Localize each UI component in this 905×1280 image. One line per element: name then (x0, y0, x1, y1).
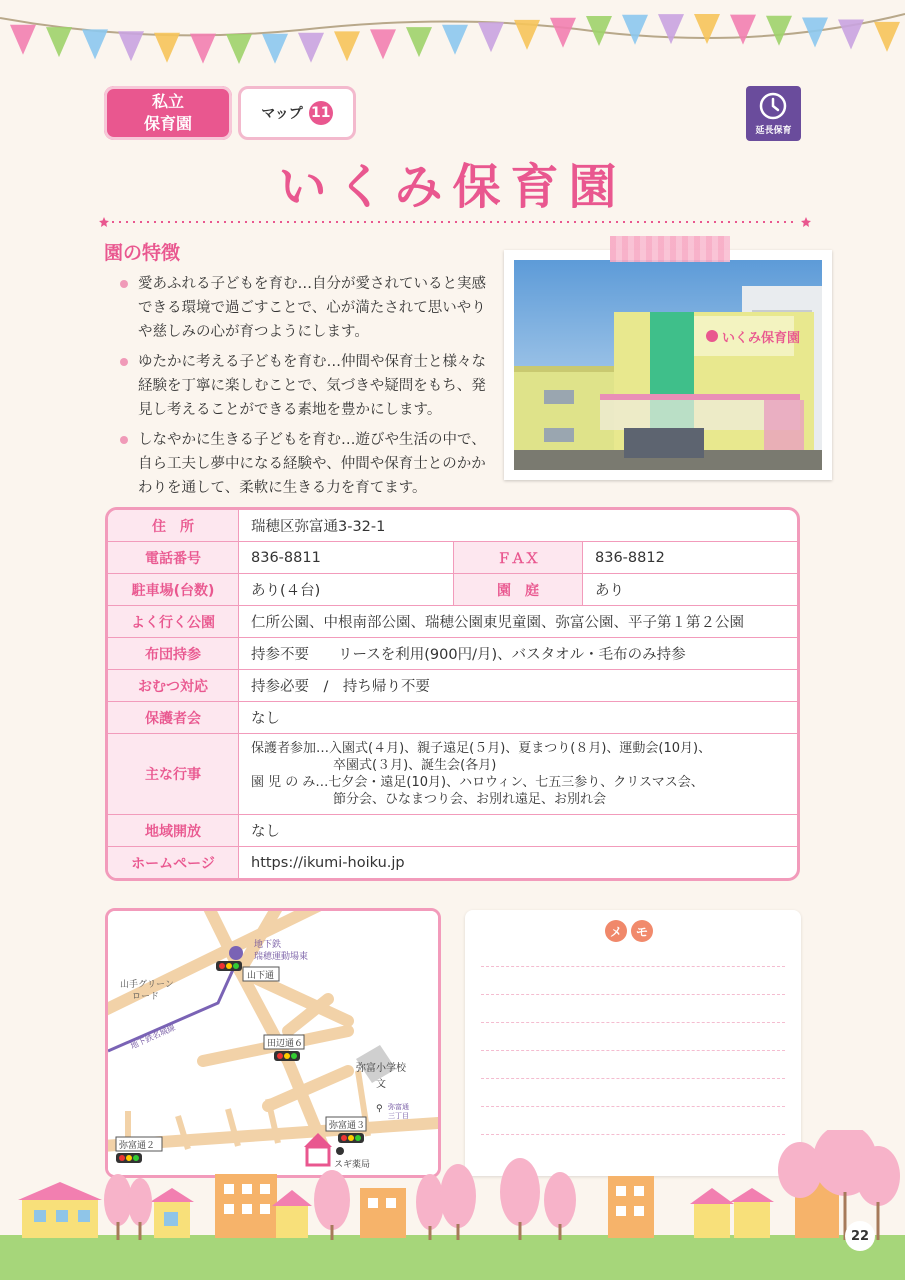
memo-title-char: メ (605, 920, 627, 942)
map-green-road-line2: ロード (132, 992, 160, 1002)
map-label: マップ (261, 106, 303, 122)
info-table (105, 507, 800, 881)
bunting-flag (262, 34, 288, 64)
table-row (108, 670, 797, 702)
parking-label: 駐車場(台数) (108, 574, 239, 606)
facility-type-line1: 私立 (151, 92, 184, 111)
bunting-flag (190, 34, 216, 64)
bunting-flag (874, 22, 900, 52)
bunting-flag (226, 34, 252, 64)
bunting-flag (154, 33, 180, 63)
memo-line (481, 1078, 785, 1079)
map-station-line1: 地下鉄 (254, 940, 282, 950)
map-yatomi3: 弥富通３ (329, 1121, 366, 1131)
map-school-symbol: 文 (376, 1079, 386, 1090)
page-number: 22 (845, 1221, 875, 1251)
bunting-flag (10, 25, 36, 55)
bunting-flag (298, 33, 324, 63)
phone-value: 836-8811 (239, 542, 454, 574)
bunting-decoration (0, 0, 905, 90)
map-tanabe: 田辺通６ (267, 1039, 304, 1049)
table-row (108, 606, 797, 638)
building-photo (504, 250, 832, 480)
bus-icon: ⚲ (376, 1104, 383, 1114)
map-school: 弥富小学校 (356, 1063, 406, 1074)
address-label: 住 所 (108, 510, 239, 542)
futon-label: 布団持参 (108, 638, 239, 670)
bunting-flag (838, 20, 864, 50)
phone-label: 電話番号 (108, 542, 239, 574)
bunting-flag (658, 14, 684, 44)
table-row (108, 847, 797, 879)
memo-line (481, 1022, 785, 1023)
diaper-label: おむつ対応 (108, 670, 239, 702)
table-row (108, 638, 797, 670)
map-bus-stop-line1: 弥富通 (388, 1103, 409, 1111)
parking-value: あり(４台) (239, 574, 454, 606)
facility-type-badge (104, 86, 232, 140)
extended-care-label: 延長保育 (755, 126, 792, 136)
map-number-badge (238, 86, 356, 140)
events-line: 節分会、ひなまつり会、お別れ遠足、お別れ会 (333, 792, 607, 807)
address-value: 瑞穂区弥富通3-32-1 (239, 510, 798, 542)
parks-value: 仁所公園、中根南部公園、瑞穂公園東児童園、弥富公園、平子第１第２公園 (239, 606, 798, 638)
bunting-flag (550, 18, 576, 48)
building-sign: いくみ保育園 (722, 331, 801, 346)
feature-item: しなやかに生きる子どもを育む…遊びや生活の中で、自ら工夫し夢中になる経験や、仲間や保育士とのかかわりを通して、柔軟に生きる力を育てます。 (118, 428, 498, 500)
table-row (108, 510, 797, 542)
yard-value: あり (583, 574, 798, 606)
clock-icon (758, 91, 788, 121)
map-number: 11 (309, 101, 333, 125)
bunting-flag (730, 15, 756, 45)
yard-label: 園 庭 (454, 574, 583, 606)
futon-value: 持参不要 リースを利用(900円/月)、バスタオル・毛布のみ持参 (239, 638, 798, 670)
bunting-flag (514, 20, 540, 50)
bunting-flag (694, 14, 720, 44)
table-row (108, 574, 797, 606)
memo-line (481, 994, 785, 995)
events-line: 保護者参加…入園式(４月)、親子遠足(５月)、夏まつり(８月)、運動会(10月)、 (251, 741, 712, 756)
bunting-flag (622, 15, 648, 45)
homepage-label: ホームページ (108, 847, 239, 879)
page-title: いくみ保育園 (278, 159, 627, 215)
features-heading: 園の特徴 (104, 242, 181, 264)
bunting-flag (334, 31, 360, 61)
diaper-value: 持参必要 / 持ち帰り不要 (239, 670, 798, 702)
features-list (118, 272, 498, 506)
map-meijo-line: 地下鉄名城線 (129, 1023, 177, 1051)
bunting-flag (46, 27, 72, 57)
memo-line (481, 1106, 785, 1107)
table-row (108, 815, 797, 847)
feature-item: ゆたかに考える子どもを育む…仲間や保育士と様々な経験を丁寧に楽しむことで、気づきや疑問をもち、発見し考えることができる素地を豊かにします。 (118, 350, 498, 422)
bunting-flag (406, 27, 432, 57)
homepage-link[interactable]: https://ikumi-hoiku.jp (239, 847, 798, 879)
events-label: 主な行事 (108, 734, 239, 815)
bunting-flag (442, 25, 468, 55)
table-row (108, 542, 797, 574)
memo-title (605, 920, 653, 942)
fax-label: ＦＡＸ (454, 542, 583, 574)
town-scenery-illustration (0, 1130, 905, 1280)
bunting-flag (766, 16, 792, 46)
map-station-line2: 瑞穂運動場東 (254, 952, 309, 962)
dotted-divider (98, 216, 812, 228)
community-value: なし (239, 815, 798, 847)
fax-value: 836-8812 (583, 542, 798, 574)
events-line: 園 児 の み…七夕会・遠足(10月)、ハロウィン、七五三参り、クリスマス会、 (251, 775, 704, 790)
map-sugi: スギ薬局 (334, 1160, 371, 1170)
parent-assoc-value: なし (239, 702, 798, 734)
memo-line (481, 1050, 785, 1051)
extended-care-badge (746, 86, 801, 141)
memo-title-char: モ (631, 920, 653, 942)
parent-assoc-label: 保護者会 (108, 702, 239, 734)
table-row (108, 734, 797, 815)
photo-tape (610, 236, 730, 262)
community-label: 地域開放 (108, 815, 239, 847)
events-line: 卒園式(３月)、誕生会(各月) (333, 758, 497, 773)
bunting-flag (118, 31, 144, 61)
table-row (108, 702, 797, 734)
parks-label: よく行く公園 (108, 606, 239, 638)
map-yatomi2: 弥富通２ (119, 1141, 156, 1151)
events-value (239, 734, 798, 815)
map-green-road-line1: 山手グリーン (120, 980, 174, 990)
bunting-flag (478, 22, 504, 52)
memo-line (481, 966, 785, 967)
facility-type-line2: 保育園 (143, 114, 192, 133)
bunting-flag (82, 29, 108, 59)
map-yamashita: 山下通 (247, 971, 275, 981)
bunting-flag (370, 29, 396, 59)
feature-item: 愛あふれる子どもを育む…自分が愛されていると実感できる環境で過ごすことで、心が満たされて思いやりや慈しみの心が育つようにします。 (118, 272, 498, 344)
map-bus-stop-line2: 三丁目 (388, 1112, 409, 1120)
